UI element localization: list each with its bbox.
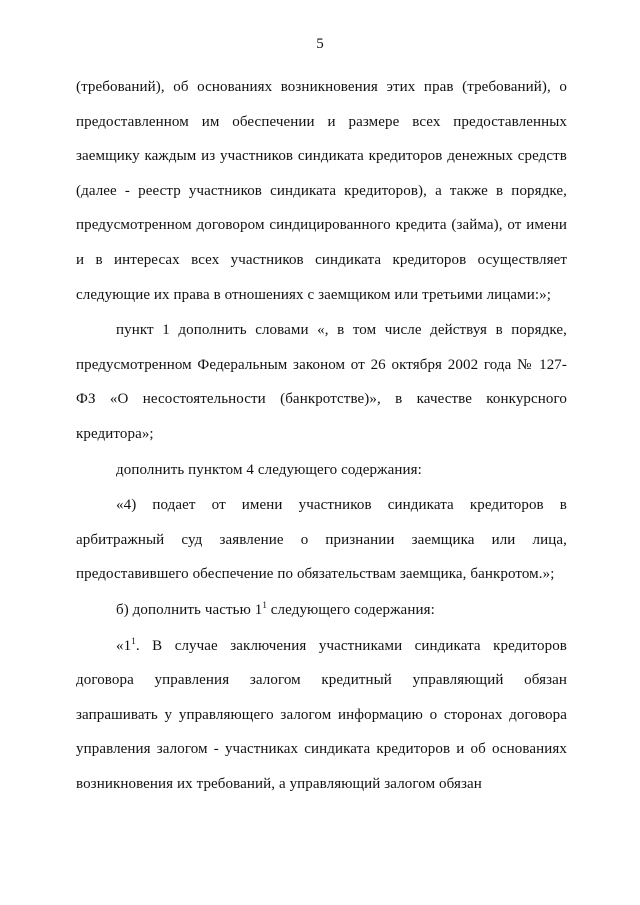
part-1-1-body: . В случае заключения участниками синдиката кредиторов договора управления залогом кредитный управляющий обязан запрашивать у управляющего залогом информацию о сторонах договора управления залогом - участниках синдиката кредиторов и об основаниях возникновения их требований, а управляющий залогом обязан (76, 637, 567, 792)
superscript-index: 1 (262, 599, 267, 610)
document-body (76, 70, 567, 801)
paragraph-continuation: (требований), об основаниях возникновения этих прав (требований), о предоставленном им обеспечении и размере всех предоставленных заемщику каждым из участников синдиката кредиторов денежных средств (далее - реестр участников синдиката кредиторов), а также в порядке, предусмотренном договором синдицированного кредита (займа), от имени и в интересах всех участников синдиката кредиторов осуществляет следующие их права в отношениях с заемщиком или третьими лицами:»; (76, 79, 567, 303)
paragraph-add-part-1-1-tail: следующего содержания: (266, 601, 435, 618)
part-1-1-label: «1 (116, 637, 132, 654)
paragraph-add-point-4-intro: дополнить пунктом 4 следующего содержания: (116, 461, 422, 478)
page-number: 5 (316, 36, 324, 52)
superscript-index: 1 (131, 635, 136, 646)
paragraph-add-part-1-1-text: б) дополнить частью 1 (116, 601, 263, 618)
paragraph-add-part-1-1 (76, 593, 567, 628)
paragraph-amend-point-1: пункт 1 дополнить словами «, в том числе действуя в порядке, предусмотренном Федеральным законом от 26 октября 2002 года № 127-ФЗ «О несостоятельности (банкротстве)», в качестве конкурсного кредитора»; (76, 322, 567, 442)
paragraph-part-1-1-text (76, 629, 567, 802)
paragraph-point-4-text: «4) подает от имени участников синдиката кредиторов в арбитражный суд заявление о признании заемщика или лица, предоставившего обеспечение по обязательствам заемщика, банкротом.»; (76, 497, 567, 583)
